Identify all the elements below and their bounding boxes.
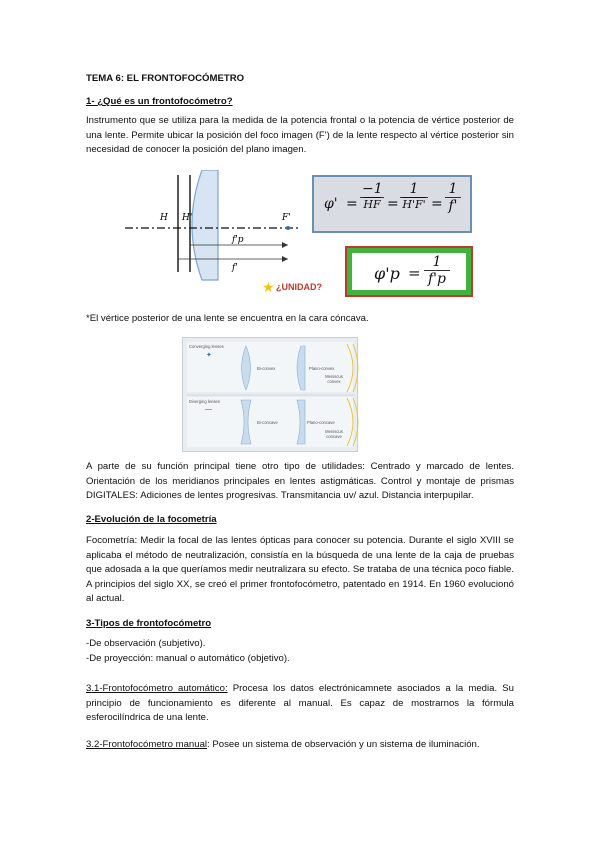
section-1-paragraph: Instrumento que se utiliza para la medida de la potencia frontal o la potencia de vértice posterior de una lente. Permite ubicar la posición del foco imagen (F') de la lente respecto al vértice posterior sin necesidad de conocer la posición del plano imagen.	[86, 115, 514, 156]
focus-point	[286, 226, 290, 230]
fp-arrowhead	[282, 242, 288, 248]
formula1-frac3	[445, 181, 461, 214]
formula2-den: f'p	[428, 271, 446, 287]
formula1-eq2: =	[387, 196, 399, 212]
formula1-num1: −1	[362, 181, 383, 197]
type-item-2: -De proyección: manual o automático (objetivo).	[86, 653, 290, 664]
formula1-den1: $\overline{HF}$	[363, 198, 381, 211]
unidad-label: ¿UNIDAD?	[276, 282, 322, 292]
label-f: f'	[232, 263, 238, 273]
f-arrowhead	[282, 256, 288, 262]
formula1-frac1	[360, 181, 384, 211]
section-3-2-paragraph	[86, 738, 514, 753]
formula1-lhs: φ'	[324, 196, 338, 212]
section-3-1-text: Procesa los datos electrónicamnete asociados a la media. Su principio de funcionamiento es diferente al manual. Es capaz de mostrarnos la fórmula esferocilíndrica de una lente.	[86, 683, 514, 724]
formula2-eq: =	[408, 264, 421, 282]
formula1-num3: 1	[445, 181, 461, 198]
plus-icon: ✦	[206, 352, 212, 359]
document-title: TEMA 6: EL FRONTOFOCÓMETRO	[86, 73, 245, 84]
formula1-den2: H'F'	[402, 198, 426, 211]
section-3-2-text: : Posee un sistema de observación y un sistema de iluminación.	[207, 739, 480, 750]
section-2-heading: 2-Evolución de la focometría	[86, 514, 217, 525]
formula1-frac2	[400, 181, 428, 211]
section-3-2-label: 3.2-Frontofocómetro manual	[86, 739, 208, 750]
formula2-inner	[352, 253, 466, 290]
planoconvex-shape	[297, 346, 305, 390]
section-3-heading: 3-Tipos de frontofocómetro	[86, 618, 212, 629]
converging-label: Converging lenses	[189, 344, 224, 349]
biconvex-label: Bi-convex	[257, 366, 276, 371]
formula1-eq1: =	[346, 196, 358, 212]
planoconcave-label: Plano-concave	[307, 420, 335, 425]
diverging-label: Diverging lenses	[189, 399, 220, 404]
lens-shape	[192, 170, 218, 280]
utilities-paragraph: A parte de su función principal tiene otro tipo de utilidades: Centrado y marcado de lentes. Orientación de los meridianos principales en lentes astigmáticas. Control y montaje de prismas DIGITALES: Adiciones de lentes progresivas. Transmitancia uv/ azul. Distancia interpupilar.	[86, 461, 514, 502]
meniscus-concave-curve-2	[353, 398, 358, 446]
lens-types-figure	[182, 337, 358, 452]
meniscus-concave-label: Meniscus concave	[325, 429, 343, 439]
lens-diagram	[120, 170, 305, 290]
section-3-1-paragraph	[86, 682, 514, 726]
section-2-paragraph: Focometría: Medir la focal de las lentes ópticas para conocer su potencia. Durante el siglo XVIII se aplicaba el método de neutralización, consistía en la búsqueda de una lente de la caja de pruebas que adosada a la que queríamos medir neutralizara su efecto. Se trataba de una técnica poco fiable. A principios del siglo XX, se creó el primer frontofocómetro, patentado en 1914. En 1960 evolucionó al actual.	[86, 535, 514, 605]
planoconvex-label: Plano-convex	[309, 366, 335, 371]
section-1-heading: 1- ¿Qué es un frontofocómetro?	[86, 96, 233, 107]
biconvex-shape	[242, 346, 251, 390]
type-item-1: -De observación (subjetivo).	[86, 638, 206, 649]
meniscus-concave-curve	[347, 398, 353, 446]
planoconcave-shape	[297, 400, 305, 444]
meniscus-convex-curve	[347, 344, 353, 392]
formula1-den3: f'	[448, 198, 458, 214]
formula2-frac	[424, 254, 450, 287]
label-f-prime: F'	[282, 213, 291, 223]
meniscus-convex-label: Meniscus convex	[325, 374, 343, 384]
label-h-prime: H'	[182, 213, 193, 223]
formula1-eq3: =	[431, 196, 443, 212]
label-fp: f'p	[232, 235, 244, 245]
formula2-lhs: φ'p	[374, 264, 400, 283]
formula1-num2: 1	[400, 181, 428, 198]
biconcave-shape	[241, 400, 251, 444]
biconcave-label: Bi-concave	[257, 420, 278, 425]
formula-box-frontal-power	[345, 246, 473, 297]
label-h: H	[160, 213, 168, 223]
vertex-note: *El vértice posterior de una lente se encuentra en la cara cóncava.	[86, 313, 369, 324]
minus-icon: —	[205, 406, 212, 413]
star-icon: ★	[262, 279, 275, 295]
meniscus-convex-curve-2	[353, 344, 358, 392]
formula2-num: 1	[424, 254, 450, 271]
formula-box-power	[312, 175, 472, 233]
section-3-1-label: 3.1-Frontofocómetro automático:	[86, 683, 228, 694]
